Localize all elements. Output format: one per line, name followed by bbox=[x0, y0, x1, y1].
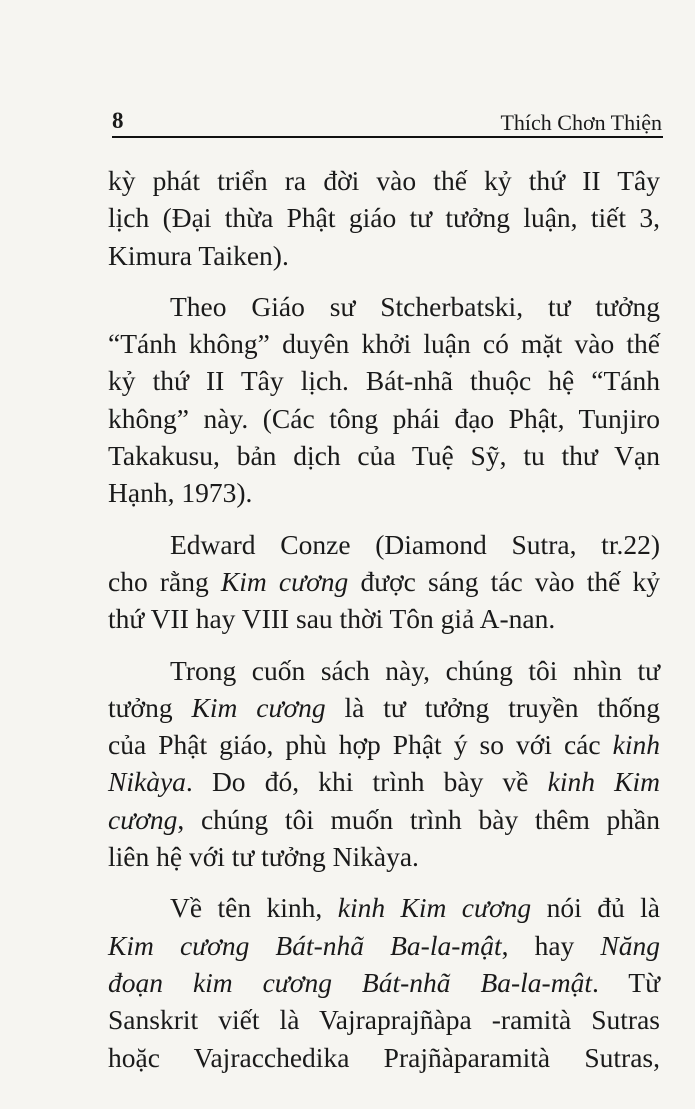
text-line: “Tánh không” duyên khởi luận có mặt vào thế bbox=[108, 328, 660, 360]
text-run: . Do đó, khi trình bày về bbox=[185, 766, 548, 798]
text-run: của Phật giáo, phù hợp Phật ý so với các bbox=[108, 729, 613, 761]
text-line bbox=[108, 763, 660, 800]
header-rule bbox=[112, 136, 663, 138]
text-run: nói đủ là bbox=[531, 892, 660, 924]
text-line: Theo Giáo sư Stcherbatski, tư tưởng bbox=[170, 290, 660, 322]
text-run: tưởng bbox=[108, 691, 192, 723]
body-text bbox=[108, 162, 660, 1076]
text-line: không” này. (Các tông phái đạo Phật, Tunjiro bbox=[108, 402, 660, 434]
paragraph-4 bbox=[108, 652, 660, 876]
text-line: thứ VII hay VIII sau thời Tôn giả A-nan. bbox=[108, 603, 556, 635]
italic-term: Năng bbox=[600, 929, 660, 961]
italic-term: Nikàya bbox=[108, 766, 186, 798]
italic-term: kinh Kim cương bbox=[337, 892, 532, 924]
italic-term: đoạn kim cương Bát-nhã Ba-la-mật bbox=[108, 966, 592, 998]
italic-term: cương bbox=[108, 803, 178, 835]
text-run: , chúng tôi muốn trình bày thêm phần bbox=[177, 803, 660, 835]
running-head bbox=[112, 108, 662, 138]
text-line: Sanskrit viết là Vajraprajñàpa -ramità Sutras bbox=[108, 1004, 660, 1036]
page-number: 8 bbox=[112, 108, 124, 133]
paragraph-2 bbox=[108, 288, 660, 512]
text-line: hoặc Vajracchedika Prajñàparamità Sutras, bbox=[108, 1041, 660, 1073]
text-line bbox=[108, 563, 660, 600]
text-line: kỷ thứ II Tây lịch. Bát-nhã thuộc hệ “Tánh bbox=[108, 365, 660, 397]
text-line bbox=[108, 964, 660, 1001]
text-line bbox=[108, 726, 660, 763]
paragraph-3 bbox=[108, 526, 660, 638]
text-line bbox=[108, 889, 660, 926]
book-title-italic: Kim cương bbox=[220, 565, 349, 597]
text-run: cho rằng bbox=[108, 565, 221, 597]
text-line bbox=[108, 801, 660, 838]
italic-term: kinh bbox=[612, 729, 660, 761]
text-run: được sáng tác vào thế kỷ bbox=[348, 565, 660, 597]
italic-term: kinh Kim bbox=[547, 766, 660, 798]
text-run: Về tên kinh, bbox=[170, 892, 338, 924]
running-title: Thích Chơn Thiện bbox=[500, 110, 662, 135]
text-line: Kimura Taiken). bbox=[108, 239, 289, 271]
text-line bbox=[108, 927, 660, 964]
text-run: , hay bbox=[501, 929, 601, 961]
book-title-italic: Kim cương bbox=[191, 691, 326, 723]
text-line: Takakusu, bản dịch của Tuệ Sỹ, tu thư Vạn bbox=[108, 440, 660, 472]
text-line: liên hệ với tư tưởng Nikàya. bbox=[108, 841, 419, 873]
text-line: Edward Conze (Diamond Sutra, tr.22) bbox=[170, 528, 660, 560]
italic-term: Kim cương Bát-nhã Ba-la-mật bbox=[108, 929, 502, 961]
text-run: là tư tưởng truyền thống bbox=[325, 691, 660, 723]
paragraph-5 bbox=[108, 889, 660, 1075]
text-line bbox=[108, 689, 660, 726]
text-line: Hạnh, 1973). bbox=[108, 477, 253, 509]
text-run: . Từ bbox=[591, 966, 660, 998]
paragraph-1 bbox=[108, 162, 660, 274]
text-line: Trong cuốn sách này, chúng tôi nhìn tư bbox=[170, 654, 660, 686]
text-line: kỳ phát triển ra đời vào thế kỷ thứ II Tây bbox=[108, 165, 660, 196]
text-line: lịch (Đại thừa Phật giáo tư tưởng luận, tiết 3, bbox=[108, 202, 660, 234]
